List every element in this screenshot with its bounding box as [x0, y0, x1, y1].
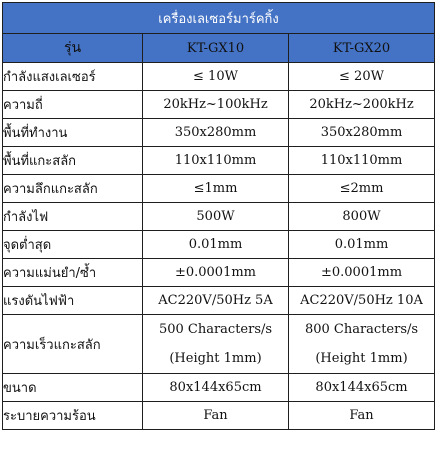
row-value: 20kHz~200kHz: [289, 91, 435, 119]
row-value: AC220V/50Hz 5A: [143, 287, 289, 315]
header-model-gx20: KT-GX20: [289, 34, 435, 63]
table-row: [3, 147, 435, 175]
table-row: [3, 315, 435, 374]
row-value: 350x280mm: [143, 119, 289, 147]
row-value: 0.01mm: [289, 231, 435, 259]
row-value: 110x110mm: [143, 147, 289, 175]
row-value: 0.01mm: [143, 231, 289, 259]
row-value: ≤ 20W: [289, 63, 435, 91]
spec-table-container: [2, 2, 434, 452]
row-value: Fan: [143, 402, 289, 430]
row-value: 500W: [143, 203, 289, 231]
table-row: [3, 374, 435, 402]
row-value: Fan: [289, 402, 435, 430]
row-value: AC220V/50Hz 10A: [289, 287, 435, 315]
table-row: [3, 91, 435, 119]
table-row: [3, 231, 435, 259]
row-value: ≤2mm: [289, 175, 435, 203]
table-row: [3, 63, 435, 91]
header-model-gx10: KT-GX10: [143, 34, 289, 63]
row-value: [143, 315, 289, 374]
row-label: กำลังไฟ: [3, 203, 143, 231]
table-row: [3, 287, 435, 315]
row-label: ความถี่: [3, 91, 143, 119]
row-value: 20kHz~100kHz: [143, 91, 289, 119]
row-value: 80x144x65cm: [289, 374, 435, 402]
row-value: 110x110mm: [289, 147, 435, 175]
table-title-row: [3, 3, 435, 34]
row-value: ±0.0001mm: [289, 259, 435, 287]
row-label: ขนาด: [3, 374, 143, 402]
table-row: [3, 259, 435, 287]
header-model-label: รุ่น: [3, 34, 143, 63]
laser-spec-table: [2, 2, 435, 430]
row-value-line: (Height 1mm): [169, 351, 262, 366]
row-label: แรงดันไฟฟ้า: [3, 287, 143, 315]
row-value: 800W: [289, 203, 435, 231]
row-value: ±0.0001mm: [143, 259, 289, 287]
row-label: จุดต่ำสุด: [3, 231, 143, 259]
row-value: ≤ 10W: [143, 63, 289, 91]
table-title: เครื่องเลเซอร์มาร์คกิ้ง: [3, 3, 435, 34]
row-value: 80x144x65cm: [143, 374, 289, 402]
row-value: 350x280mm: [289, 119, 435, 147]
row-label: ความเร็วแกะสลัก: [3, 315, 143, 374]
table-row: [3, 119, 435, 147]
row-value-line: 500 Characters/s: [158, 322, 273, 337]
row-value-line: 800 Characters/s: [304, 322, 419, 337]
row-label: พื้นที่แกะสลัก: [3, 147, 143, 175]
table-row: [3, 175, 435, 203]
row-value: [289, 315, 435, 374]
row-label: ความลึกแกะสลัก: [3, 175, 143, 203]
row-label: กำลังแสงเลเซอร์: [3, 63, 143, 91]
row-value: ≤1mm: [143, 175, 289, 203]
table-header-row: [3, 34, 435, 63]
row-label: พื้นที่ทำงาน: [3, 119, 143, 147]
row-label: ความแม่นยำ/ซ้ำ: [3, 259, 143, 287]
table-row: [3, 203, 435, 231]
row-label: ระบายความร้อน: [3, 402, 143, 430]
table-row: [3, 402, 435, 430]
row-value-line: (Height 1mm): [315, 351, 408, 366]
